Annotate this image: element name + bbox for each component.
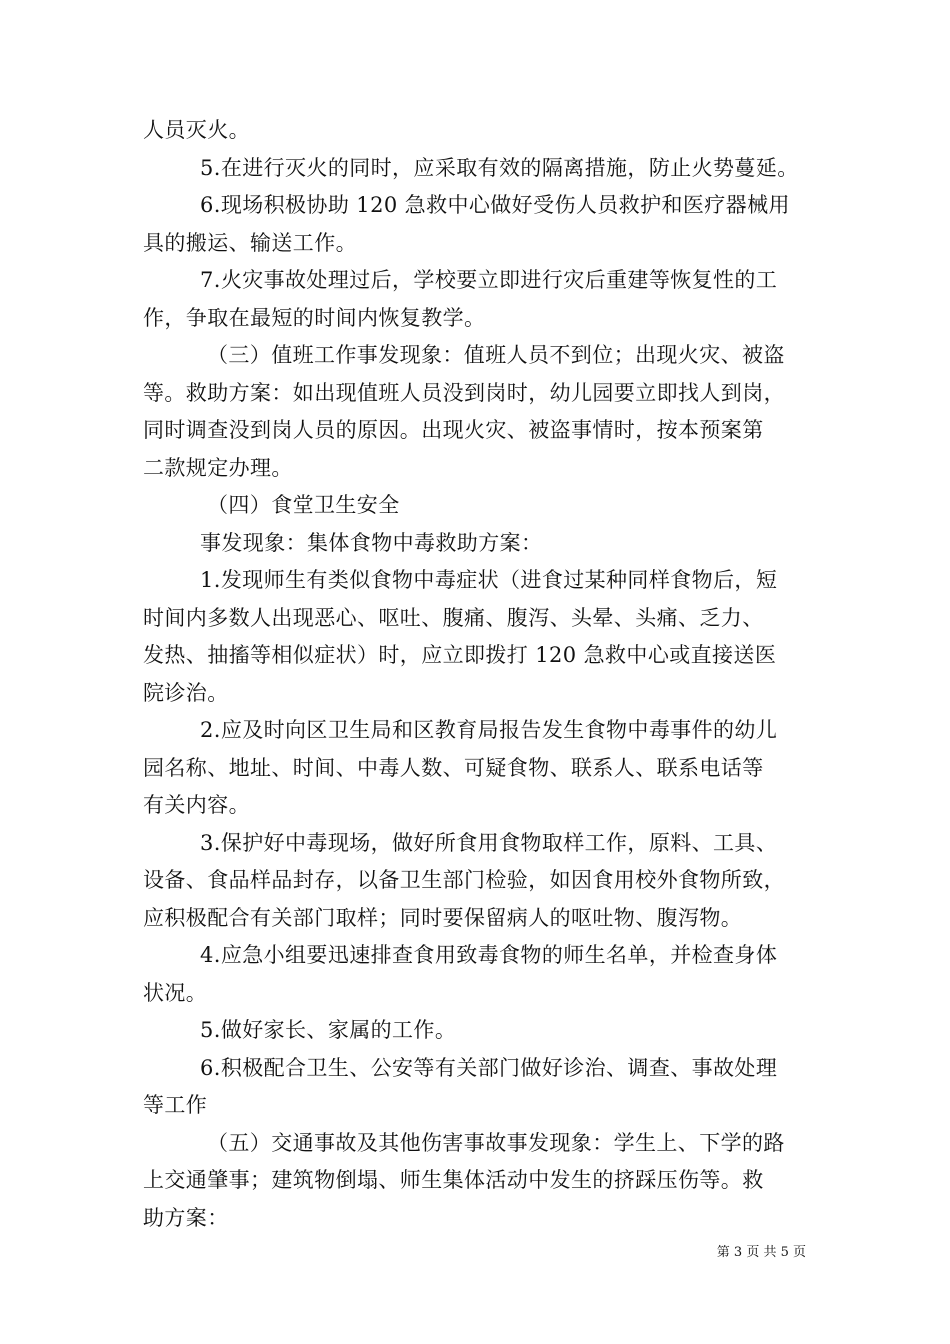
- text-line: 院诊治。: [143, 680, 229, 705]
- text-line: 人员灭火。: [143, 118, 250, 142]
- page-number: 第 3 页 共 5 页: [716, 1245, 806, 1260]
- text-line: 有关内容。: [143, 793, 250, 817]
- text-line: 2.应及时向区卫生局和区教育局报告发生食物中毒事件的幼儿: [200, 718, 778, 742]
- text-line: 6.现场积极协助 120 急救中心做好受伤人员救护和医疗器械用: [200, 193, 790, 217]
- text-line: 园名称、地址、时间、中毒人数、可疑食物、联系人、联系电话等: [143, 755, 764, 780]
- text-line: （三）值班工作事发现象：值班人员不到位；出现火灾、被盗: [207, 343, 785, 367]
- text-line: 应积极配合有关部门取样；同时要保留病人的呕吐物、腹泻物。: [143, 905, 743, 930]
- text-line: 具的搬运、输送工作。: [143, 230, 357, 255]
- text-line: 设备、食品样品封存，以备卫生部门检验，如因食用校外食物所致，: [143, 868, 785, 892]
- text-line: 事发现象：集体食物中毒救助方案：: [200, 530, 543, 555]
- text-line: 同时调查没到岗人员的原因。出现火灾、被盗事情时，按本预案第: [143, 418, 764, 442]
- document-body: [143, 112, 813, 1237]
- text-line: 作，争取在最短的时间内恢复教学。: [143, 305, 486, 330]
- text-line: 等。救助方案：如出现值班人员没到岗时，幼儿园要立即找人到岗，: [143, 380, 785, 405]
- text-line: 二款规定办理。: [143, 455, 293, 480]
- text-line: 1.发现师生有类似食物中毒症状（进食过某种同样食物后，短: [200, 568, 778, 592]
- text-line: 6.积极配合卫生、公安等有关部门做好诊治、调查、事故处理: [200, 1055, 778, 1080]
- text-line: 5.在进行灭火的同时，应采取有效的隔离措施，防止火势蔓延。: [200, 155, 799, 180]
- text-line: （四）食堂卫生安全: [207, 493, 400, 517]
- text-line: 状况。: [143, 980, 208, 1005]
- text-line: 5.做好家长、家属的工作。: [200, 1018, 457, 1042]
- text-line: 等工作: [143, 1093, 208, 1117]
- text-line: 7.火灾事故处理过后，学校要立即进行灾后重建等恢复性的工: [200, 268, 778, 292]
- text-line: 助方案：: [143, 1205, 229, 1230]
- text-line: 发热、抽搐等相似症状）时，应立即拨打 120 急救中心或直接送医: [143, 643, 777, 667]
- text-line: 上交通肇事；建筑物倒塌、师生集体活动中发生的挤踩压伤等。救: [143, 1168, 764, 1192]
- text-line: 3.保护好中毒现场，做好所食用食物取样工作，原料、工具、: [200, 830, 778, 855]
- text-line: 4.应急小组要迅速排查食用致毒食物的师生名单，并检查身体: [200, 943, 778, 967]
- text-line: （五）交通事故及其他伤害事故事发现象：学生上、下学的路: [207, 1130, 785, 1155]
- text-line: 时间内多数人出现恶心、呕吐、腹痛、腹泻、头晕、头痛、乏力、: [143, 605, 764, 630]
